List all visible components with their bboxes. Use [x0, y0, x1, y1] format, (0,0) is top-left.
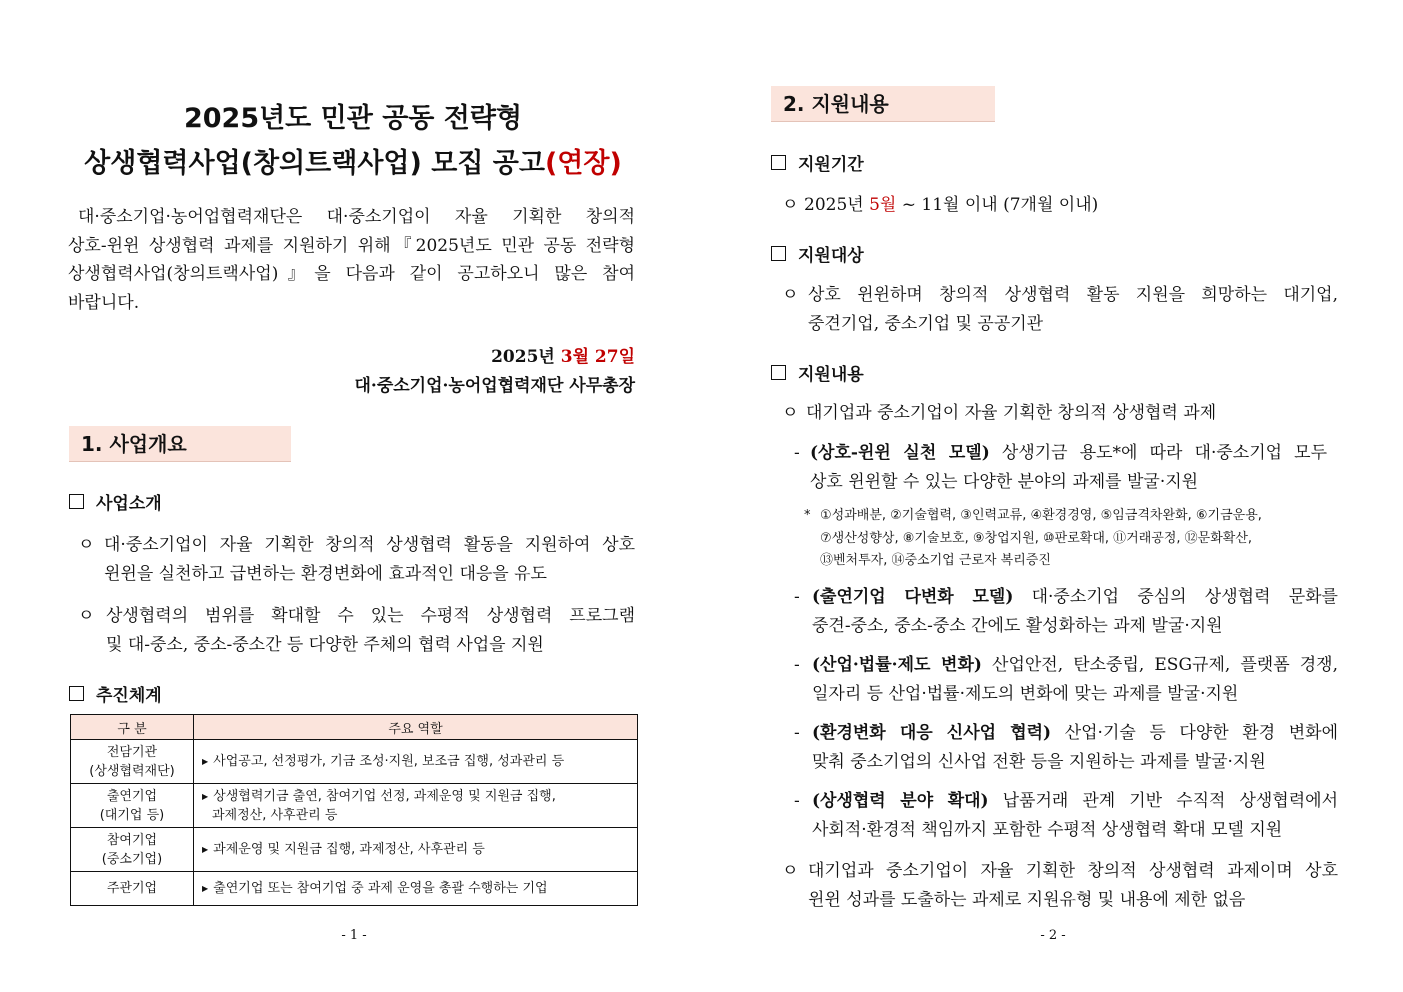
table-header-row — [71, 715, 638, 740]
model-desc: 산업안전, 탄소중립, ESG규제, 플랫폼 경쟁, — [981, 655, 1338, 675]
table-row — [71, 784, 638, 828]
model-title: (환경변화 대응 신사업 협력) — [812, 723, 1052, 743]
dash-bullet: - — [794, 791, 800, 811]
name-line: 참여기업 — [106, 832, 158, 848]
content-lead-bullet — [782, 399, 1342, 428]
table-cell-name — [71, 828, 194, 872]
model-desc: 산업·기술 등 다양한 환경 변화에 — [1051, 723, 1338, 743]
name-line: (중소기업) — [101, 851, 163, 867]
table-cell-name — [71, 784, 194, 828]
model-desc-line2: 사회적·환경적 책임까지 포함한 수평적 상생협력 확대 모델 지원 — [812, 819, 1283, 840]
intro-line: 상호-윈윈 상생협력 과제를 지원하기 위해『2025년도 민관 공동 전략형 — [68, 235, 635, 256]
table-header: 주요 역할 — [194, 715, 638, 740]
name-line: 전담기관 — [106, 744, 158, 760]
name-line: 출연기업 — [106, 788, 158, 804]
period-range: ~ 11월 이내 (7개월 이내) — [896, 195, 1099, 215]
name-line: (상생협력재단) — [89, 763, 175, 779]
page-2 — [700, 0, 1403, 992]
model-item-5 — [794, 787, 1338, 844]
subheading-period — [771, 150, 864, 175]
page-number: - 2 - — [1040, 928, 1066, 943]
model-desc-line2: 맞춰 중소기업의 신사업 전환 등을 지원하는 과제를 발굴·지원 — [812, 751, 1266, 772]
subheading-label: 지원기간 — [798, 155, 864, 175]
bullet-line: 대·중소기업이 자율 기획한 창의적 상생협력 활동을 지원하여 상호 — [104, 535, 635, 555]
role-line: 사업공고, 선정평가, 기금 조성·지원, 보조금 집행, 성과관리 등 — [213, 754, 565, 769]
intro-line: 상생협력사업(창의트랙사업)』을 다음과 같이 공고하오니 많은 참여 — [68, 264, 635, 285]
table-cell-name — [71, 740, 194, 784]
subheading-content — [771, 360, 864, 385]
footnote-mark: * — [804, 508, 811, 523]
period-start-month: 5월 — [869, 195, 897, 215]
circle-bullet-icon: ㅇ — [782, 195, 799, 215]
model-desc: 납품거래 관계 기반 수직적 상생협력에서 — [988, 791, 1338, 811]
page-number: - 1 - — [341, 928, 367, 943]
checkbox-square-icon — [771, 365, 786, 380]
bullet-line: 및 대-중소, 중소-중소간 등 다양한 주체의 협력 사업을 지원 — [106, 634, 544, 655]
circle-bullet-icon: ㅇ — [782, 861, 799, 881]
table-header: 구 분 — [71, 715, 194, 740]
role-line: 상생협력기금 출연, 참여기업 선정, 과제운영 및 지원금 집행, — [213, 788, 556, 804]
name-line: 주관기업 — [106, 881, 158, 896]
closing-bullet — [782, 857, 1338, 914]
date-month-day: 3월 27일 — [560, 347, 635, 367]
model-desc-line2: 중견-중소, 중소-중소 간에도 활성화하는 과제 발굴·지원 — [812, 615, 1223, 636]
role-line: 출연기업 또는 참여기업 중 과제 운영을 총괄 수행하는 기업 — [213, 881, 548, 896]
table-row — [71, 828, 638, 872]
checkbox-square-icon — [69, 686, 84, 701]
circle-bullet-icon: ㅇ — [782, 403, 799, 423]
model-title: (상생협력 분야 확대) — [812, 791, 989, 811]
model-title: (상호-윈윈 실천 모델) — [810, 443, 990, 463]
triangle-right-icon: ▶ — [202, 884, 209, 893]
intro-line: 바랍니다. — [68, 292, 140, 313]
model-item-2 — [794, 583, 1338, 640]
page-1 — [0, 0, 700, 992]
bullet-line: 상호 윈윈하며 창의적 상생협력 활동 지원을 희망하는 대기업, — [808, 285, 1338, 305]
intro-paragraph — [68, 203, 635, 317]
bullet-text: 대기업과 중소기업이 자율 기획한 창의적 상생협력 과제 — [806, 403, 1217, 423]
table-cell-role — [194, 828, 638, 872]
footnote — [804, 505, 1341, 573]
role-line: 과제운영 및 지원금 집행, 과제정산, 사후관리 등 — [213, 842, 485, 857]
table-cell-role — [194, 784, 638, 828]
model-title: (산업·법률·제도 변화) — [812, 655, 982, 675]
table-row — [71, 740, 638, 784]
model-desc-line2: 일자리 등 산업·법률·제도의 변화에 맞는 과제를 발굴·지원 — [812, 683, 1239, 704]
subheading-intro — [69, 489, 162, 514]
triangle-right-icon: ▶ — [202, 791, 209, 801]
bullet-line: 윈윈을 실천하고 급변하는 환경변화에 효과적인 대응을 유도 — [104, 563, 547, 584]
announcement-title-line2 — [68, 141, 638, 180]
model-item-3 — [794, 651, 1338, 708]
table-row — [71, 872, 638, 906]
intro-bullet-1 — [78, 531, 635, 588]
subheading-label: 지원대상 — [798, 246, 864, 266]
checkbox-square-icon — [69, 494, 84, 509]
table-cell-role — [194, 740, 638, 784]
period-year: 2025년 — [804, 195, 870, 215]
triangle-right-icon: ▶ — [202, 845, 209, 854]
subheading-label: 지원내용 — [798, 365, 864, 385]
footnote-line: ①성과배분, ②기술협력, ③인력교류, ④환경경영, ⑤임금격차완화, ⑥기금운용, — [820, 508, 1262, 523]
target-bullet — [782, 281, 1338, 338]
model-desc: 상생기금 용도*에 따라 대·중소기업 모두 — [989, 443, 1327, 463]
role-line: 과제정산, 사후관리 등 — [212, 807, 338, 823]
dash-bullet: - — [794, 723, 800, 743]
roles-table — [70, 714, 638, 906]
model-item-1 — [794, 439, 1327, 496]
model-desc: 대·중소기업 중심의 상생협력 문화를 — [1013, 587, 1338, 607]
model-item-4 — [794, 719, 1338, 776]
issuer: 대·중소기업·농어업협력재단 사무총장 — [354, 376, 635, 396]
table-cell-name — [71, 872, 194, 906]
dash-bullet: - — [794, 655, 800, 675]
announcement-date — [491, 342, 635, 367]
circle-bullet-icon: ㅇ — [78, 535, 95, 555]
bullet-line: 상생협력의 범위를 확대할 수 있는 수평적 상생협력 프로그램 — [106, 606, 635, 626]
checkbox-square-icon — [771, 246, 786, 261]
section-heading-support: 2. 지원내용 — [771, 86, 995, 122]
name-line: (대기업 등) — [99, 807, 165, 823]
subheading-label: 추진체계 — [96, 686, 162, 706]
table-cell-role — [194, 872, 638, 906]
intro-line: 대·중소기업·농어업협력재단은 대·중소기업이 자율 기획한 창의적 — [78, 207, 635, 227]
bullet-line: 대기업과 중소기업이 자율 기획한 창의적 상생협력 과제이며 상호 — [808, 861, 1338, 881]
date-year: 2025년 — [491, 347, 561, 367]
checkbox-square-icon — [771, 155, 786, 170]
model-title: (출연기업 다변화 모델) — [812, 587, 1014, 607]
circle-bullet-icon: ㅇ — [782, 285, 799, 305]
section-heading-overview: 1. 사업개요 — [69, 426, 291, 462]
subheading-label: 사업소개 — [96, 494, 162, 514]
footnote-line: ⑬벤처투자, ⑭중소기업 근로자 복리증진 — [820, 553, 1051, 568]
dash-bullet: - — [794, 443, 800, 463]
subheading-system — [69, 681, 162, 706]
announcement-title-line1: 2025년도 민관 공동 전략형 — [183, 103, 523, 134]
circle-bullet-icon: ㅇ — [78, 606, 95, 626]
period-bullet — [782, 191, 1342, 220]
title-extension-tag: (연장) — [544, 148, 622, 179]
intro-bullet-2 — [78, 602, 635, 659]
bullet-line: 윈윈 성과를 도출하는 과제로 지원유형 및 내용에 제한 없음 — [808, 889, 1246, 910]
triangle-right-icon: ▶ — [202, 757, 209, 766]
title-main: 상생협력사업(창의트랙사업) 모집 공고 — [84, 148, 545, 179]
bullet-line: 중견기업, 중소기업 및 공공기관 — [808, 313, 1044, 334]
model-desc-line2: 상호 윈윈할 수 있는 다양한 분야의 과제를 발굴·지원 — [810, 471, 1199, 492]
subheading-target — [771, 241, 864, 266]
footnote-line: ⑦생산성향상, ⑧기술보호, ⑨창업지원, ⑩판로확대, ⑪거래공정, ⑫문화확산, — [820, 530, 1253, 546]
dash-bullet: - — [794, 587, 800, 607]
